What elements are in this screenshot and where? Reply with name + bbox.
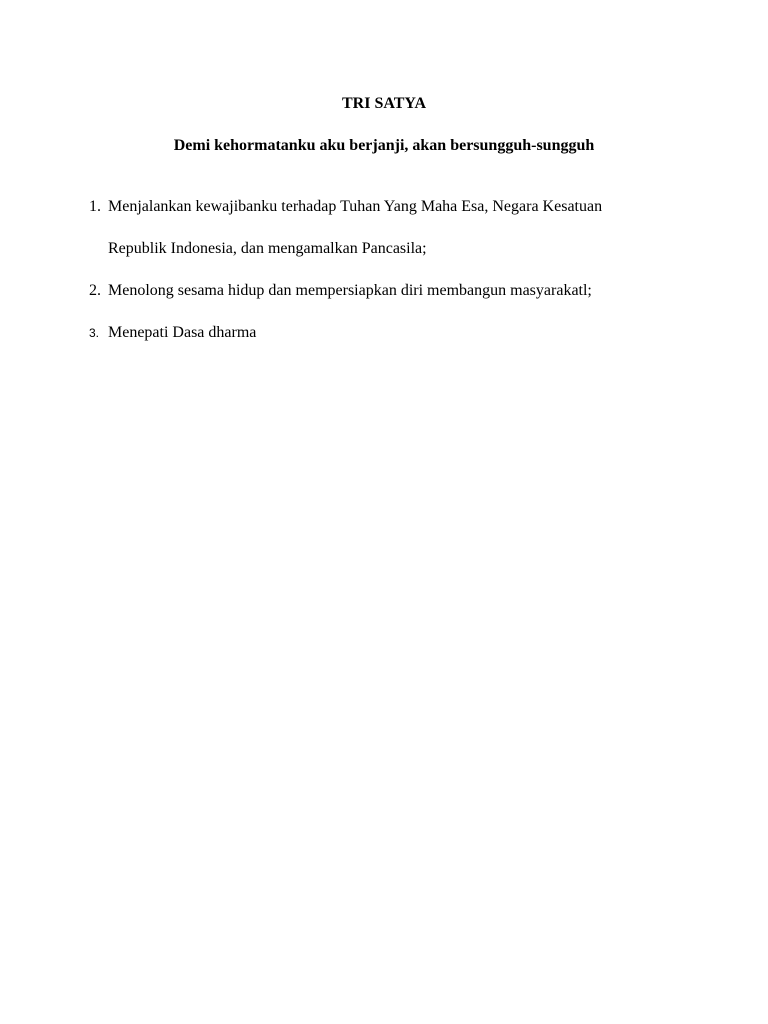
list-item-text: Menepati Dasa dharma bbox=[108, 324, 257, 341]
document-title: TRI SATYA bbox=[341, 95, 427, 112]
document-subtitle: Demi kehormatanku aku berjanji, akan bersungguh-sungguh bbox=[173, 137, 595, 154]
list-item-number: 2. bbox=[89, 282, 101, 299]
list-item-number: 1. bbox=[89, 198, 101, 215]
list-item-text: Menjalankan kewajibanku terhadap Tuhan Yang Maha Esa, Negara Kesatuan bbox=[108, 198, 603, 215]
list-item-number: 3. bbox=[89, 326, 100, 340]
list-item bbox=[88, 186, 688, 270]
list-item bbox=[88, 270, 688, 312]
list-item-text: Republik Indonesia, dan mengamalkan Pancasila; bbox=[108, 240, 427, 257]
list-item bbox=[88, 312, 688, 354]
numbered-list bbox=[88, 186, 688, 354]
list-item-text: Menolong sesama hidup dan mempersiapkan diri membangun masyarakatl; bbox=[108, 282, 592, 299]
